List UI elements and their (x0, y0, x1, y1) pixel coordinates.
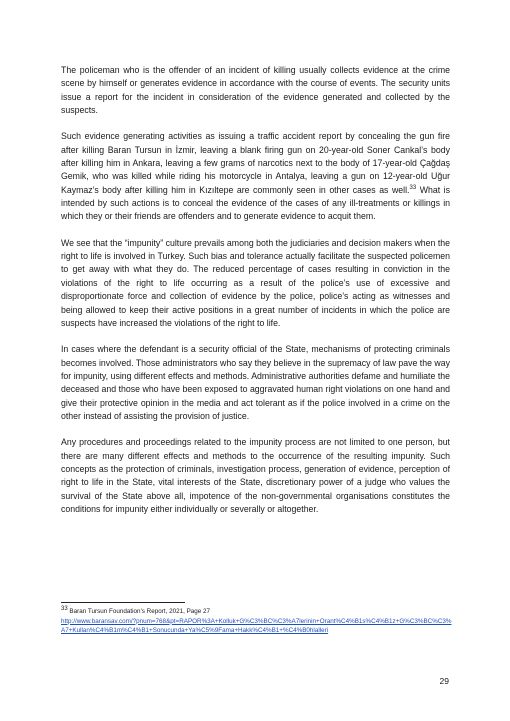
footnote-source-text: Baran Tursun Foundation’s Report, 2021, Page 27 (67, 608, 211, 615)
footnote-reference[interactable]: 33 (409, 184, 417, 191)
paragraph-5: Any procedures and proceedings related to the impunity process are not limited to one person, but there are many different effects and methods to the occurrence of the resulting impunity. Such concepts as the protection of criminals, investigation process, generation of evidence, perception of right to life in the State, vital interests of the State, discretionary power of a judge who values the survival of the State above all, impotence of the non-governmental organisations constitutes the conditions for impunity either individually or severally or altogether. (61, 437, 450, 514)
footnote-divider (61, 602, 185, 603)
paragraph-3: We see that the “impunity” culture prevails among both the judiciaries and decision makers when the right to life is involved in Turkey. Such bias and tolerance actually facilitate the suspected policemen to get away with what they do. The reduced percentage of cases resulting in conviction in the violations of the right to life occurring as a result of the police’s use of excessive and disproportionate force and collection of evidence by the police, police’s acting as witnesses and being allowed to keep their active positions in a great number of incidents in which the police are suspects have increased the violations of the right to life. (61, 237, 450, 328)
paragraph-2 (61, 130, 450, 223)
footnote-number: 33 (61, 605, 68, 612)
paragraph-2-text: Such evidence generating activities as issuing a traffic accident report by concealing the gun fire after killing Baran Tursun in İzmir, leaving a blank firing gun on 20-year-old Soner Cankal’s body after killing him in Ankara, leaving a few grams of narcotics next to the body of 17-year-old Çağdaş Gemik, who was killed while riding his motorcycle in Antalya, leaving a gun on 12-year-old Uğur Kaymaz’s body after killing him in Kızıltepe are commonly seen in other cases as well. (61, 131, 450, 195)
footnote-link[interactable]: http://www.baransav.com/?pnum=768&pt=RAPOR%3A+Kolluk+G%C3%BC%C3%A7lerinin+Orant%C4%B1s%C4%B1z+G%C3%BC%C3%A7+Kullan%C4%B1m%C4%B1+Sonucunda+Ya%C5%9Fama+Hakk%C4%B1+%C4%B0hlalleri (61, 617, 452, 634)
footnote-source (61, 607, 455, 617)
paragraph-4: In cases where the defendant is a security official of the State, mechanisms of protecting criminals becomes involved. Those administrators who say they believe in the supremacy of law pave the way for impunity, using different effects and methods. Administrative authorities defame and humiliate the deceased and those who have been exposed to aggravated human right violations on one hand and give their protective opinion in the media and act tolerant as if the police involved in a crime on the other instead of assisting the provision of justice. (61, 344, 450, 421)
body-text (61, 64, 450, 529)
paragraph-1: The policeman who is the offender of an incident of killing usually collects evidence at the crime scene by himself or generates evidence in accordance with the course of events. The security units issue a report for the incident in consideration of the evidence generated and collected by the suspects. (61, 65, 450, 116)
footnote (61, 607, 455, 636)
paragraph-2-continuation: What is intended by such actions is to conceal the evidence of the cases of any ill-treatments or killings in which they or their friends are offenders and to generate evidence to acquit them. (61, 184, 450, 222)
page-number: 29 (439, 676, 449, 686)
